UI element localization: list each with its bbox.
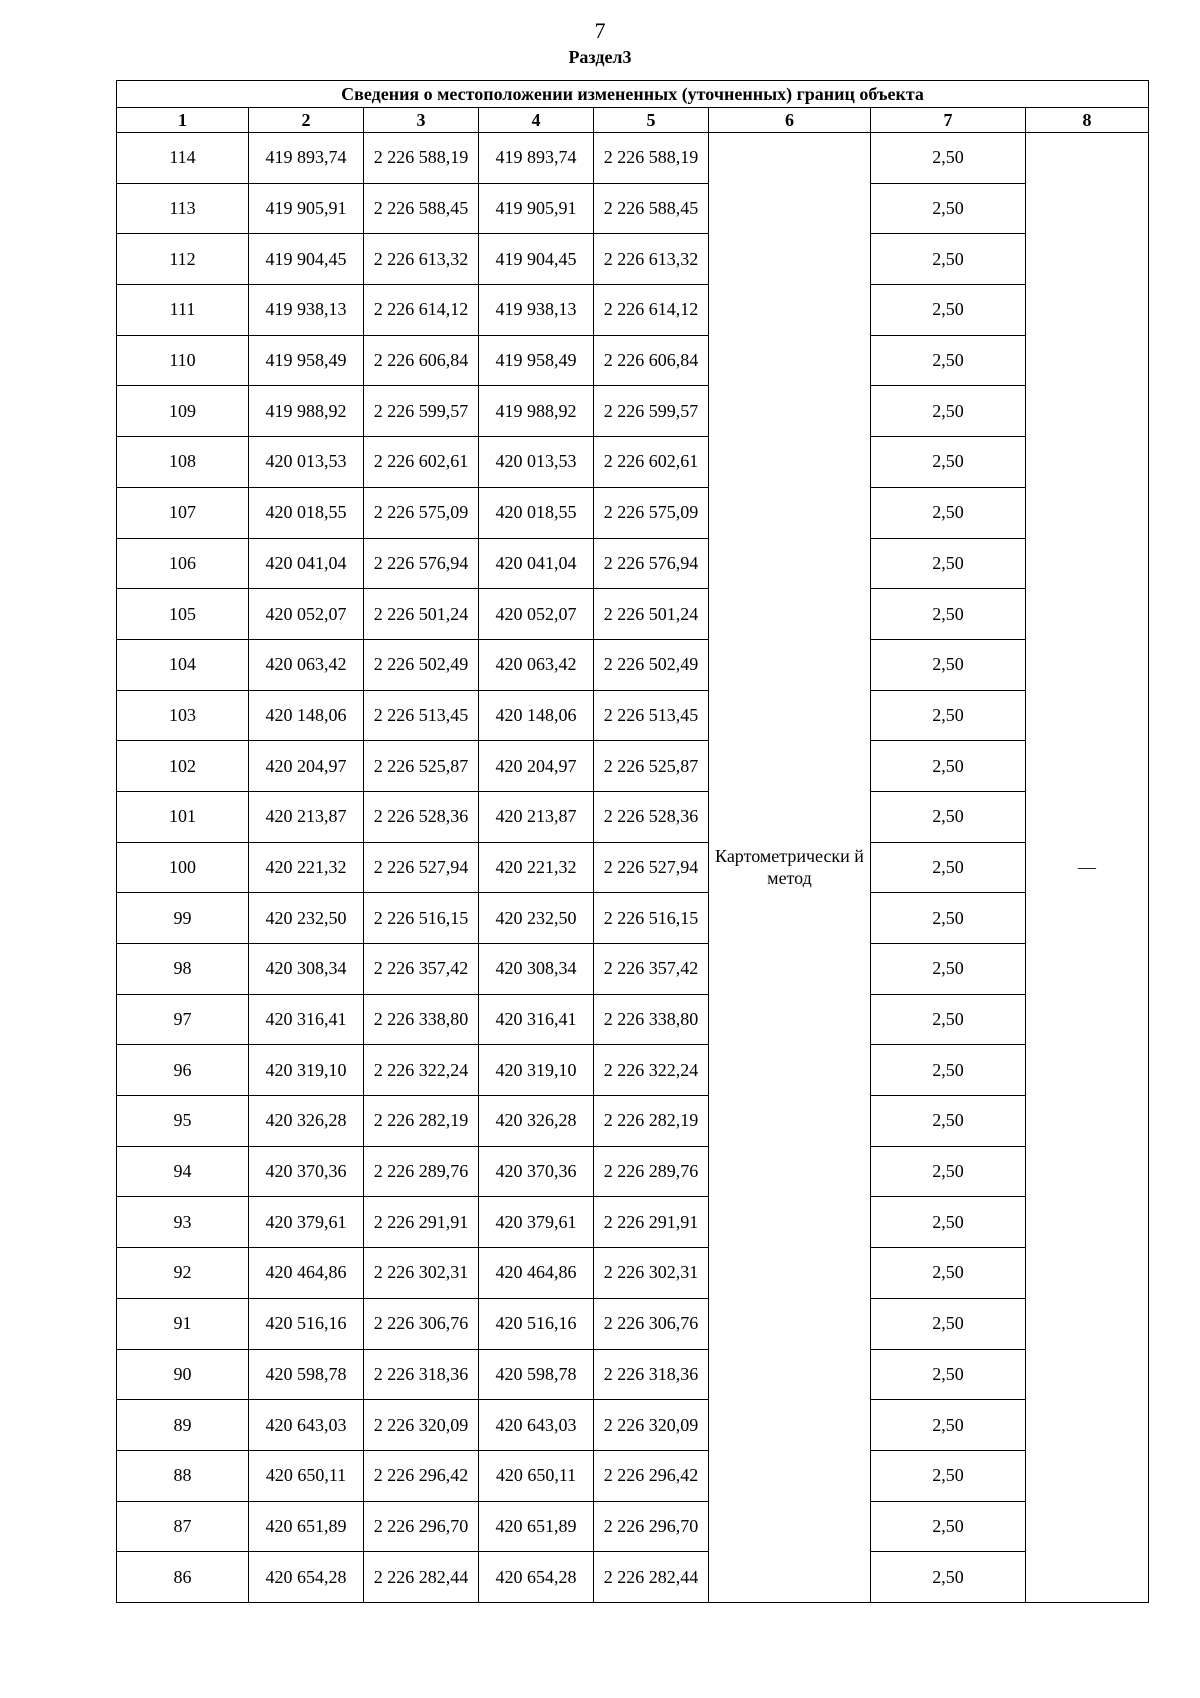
accuracy-cell: 2,50 [871, 487, 1026, 538]
y-existing-cell: 2 226 291,91 [364, 1197, 479, 1248]
accuracy-cell: 2,50 [871, 1248, 1026, 1299]
table-row [117, 234, 1149, 285]
point-number-cell: 89 [117, 1400, 249, 1451]
y-new-cell: 2 226 516,15 [594, 893, 709, 944]
x-existing-cell: 420 148,06 [249, 690, 364, 741]
x-existing-cell: 420 052,07 [249, 589, 364, 640]
y-new-cell: 2 226 318,36 [594, 1349, 709, 1400]
x-existing-cell: 420 516,16 [249, 1298, 364, 1349]
x-new-cell: 419 904,45 [479, 234, 594, 285]
x-existing-cell: 420 308,34 [249, 944, 364, 995]
x-new-cell: 420 041,04 [479, 538, 594, 589]
y-new-cell: 2 226 502,49 [594, 639, 709, 690]
y-new-cell: 2 226 613,32 [594, 234, 709, 285]
y-existing-cell: 2 226 306,76 [364, 1298, 479, 1349]
accuracy-cell: 2,50 [871, 893, 1026, 944]
x-new-cell: 420 651,89 [479, 1501, 594, 1552]
accuracy-cell: 2,50 [871, 1349, 1026, 1400]
x-existing-cell: 419 904,45 [249, 234, 364, 285]
x-new-cell: 420 516,16 [479, 1298, 594, 1349]
x-existing-cell: 420 464,86 [249, 1248, 364, 1299]
y-existing-cell: 2 226 575,09 [364, 487, 479, 538]
point-number-cell: 86 [117, 1552, 249, 1603]
point-number-cell: 87 [117, 1501, 249, 1552]
x-new-cell: 420 018,55 [479, 487, 594, 538]
x-new-cell: 420 013,53 [479, 437, 594, 488]
y-existing-cell: 2 226 502,49 [364, 639, 479, 690]
x-existing-cell: 420 013,53 [249, 437, 364, 488]
y-new-cell: 2 226 599,57 [594, 386, 709, 437]
y-new-cell: 2 226 320,09 [594, 1400, 709, 1451]
y-existing-cell: 2 226 296,70 [364, 1501, 479, 1552]
y-new-cell: 2 226 338,80 [594, 994, 709, 1045]
point-number-cell: 111 [117, 285, 249, 336]
column-number: 3 [364, 108, 479, 133]
column-number: 6 [709, 108, 871, 133]
table-row [117, 842, 1149, 893]
x-new-cell: 420 213,87 [479, 791, 594, 842]
accuracy-cell: 2,50 [871, 690, 1026, 741]
y-existing-cell: 2 226 289,76 [364, 1146, 479, 1197]
y-existing-cell: 2 226 282,44 [364, 1552, 479, 1603]
x-existing-cell: 419 893,74 [249, 133, 364, 184]
y-new-cell: 2 226 602,61 [594, 437, 709, 488]
x-new-cell: 420 308,34 [479, 944, 594, 995]
x-new-cell: 420 316,41 [479, 994, 594, 1045]
y-existing-cell: 2 226 513,45 [364, 690, 479, 741]
column-number: 7 [871, 108, 1026, 133]
x-new-cell: 420 464,86 [479, 1248, 594, 1299]
accuracy-cell: 2,50 [871, 538, 1026, 589]
accuracy-cell: 2,50 [871, 1298, 1026, 1349]
table-row [117, 1146, 1149, 1197]
accuracy-cell: 2,50 [871, 1400, 1026, 1451]
point-number-cell: 100 [117, 842, 249, 893]
table-row [117, 1248, 1149, 1299]
y-new-cell: 2 226 527,94 [594, 842, 709, 893]
table-row [117, 791, 1149, 842]
accuracy-cell: 2,50 [871, 741, 1026, 792]
point-number-cell: 108 [117, 437, 249, 488]
y-existing-cell: 2 226 599,57 [364, 386, 479, 437]
y-new-cell: 2 226 296,70 [594, 1501, 709, 1552]
point-number-cell: 91 [117, 1298, 249, 1349]
accuracy-cell: 2,50 [871, 133, 1026, 184]
table-row [117, 1552, 1149, 1603]
x-existing-cell: 420 654,28 [249, 1552, 364, 1603]
y-existing-cell: 2 226 606,84 [364, 335, 479, 386]
table-caption: Сведения о местоположении измененных (уточненных) границ объекта [117, 81, 1149, 108]
x-new-cell: 420 654,28 [479, 1552, 594, 1603]
y-existing-cell: 2 226 357,42 [364, 944, 479, 995]
x-new-cell: 420 232,50 [479, 893, 594, 944]
table-row [117, 994, 1149, 1045]
y-new-cell: 2 226 282,19 [594, 1096, 709, 1147]
x-new-cell: 419 905,91 [479, 183, 594, 234]
x-new-cell: 420 650,11 [479, 1450, 594, 1501]
y-new-cell: 2 226 525,87 [594, 741, 709, 792]
x-existing-cell: 420 213,87 [249, 791, 364, 842]
y-new-cell: 2 226 513,45 [594, 690, 709, 741]
table-row [117, 335, 1149, 386]
x-new-cell: 420 598,78 [479, 1349, 594, 1400]
y-existing-cell: 2 226 613,32 [364, 234, 479, 285]
table-row [117, 944, 1149, 995]
accuracy-cell: 2,50 [871, 1146, 1026, 1197]
point-number-cell: 97 [117, 994, 249, 1045]
x-existing-cell: 420 379,61 [249, 1197, 364, 1248]
x-new-cell: 420 148,06 [479, 690, 594, 741]
y-new-cell: 2 226 282,44 [594, 1552, 709, 1603]
y-new-cell: 2 226 614,12 [594, 285, 709, 336]
y-new-cell: 2 226 588,45 [594, 183, 709, 234]
accuracy-cell: 2,50 [871, 1552, 1026, 1603]
point-number-cell: 114 [117, 133, 249, 184]
y-new-cell: 2 226 291,91 [594, 1197, 709, 1248]
y-existing-cell: 2 226 528,36 [364, 791, 479, 842]
x-new-cell: 419 988,92 [479, 386, 594, 437]
accuracy-cell: 2,50 [871, 639, 1026, 690]
accuracy-cell: 2,50 [871, 1045, 1026, 1096]
y-existing-cell: 2 226 322,24 [364, 1045, 479, 1096]
point-number-cell: 106 [117, 538, 249, 589]
x-existing-cell: 420 232,50 [249, 893, 364, 944]
x-existing-cell: 419 958,49 [249, 335, 364, 386]
x-existing-cell: 419 905,91 [249, 183, 364, 234]
x-new-cell: 420 643,03 [479, 1400, 594, 1451]
table-row [117, 386, 1149, 437]
accuracy-cell: 2,50 [871, 994, 1026, 1045]
y-existing-cell: 2 226 588,45 [364, 183, 479, 234]
accuracy-cell: 2,50 [871, 437, 1026, 488]
x-new-cell: 420 319,10 [479, 1045, 594, 1096]
y-existing-cell: 2 226 282,19 [364, 1096, 479, 1147]
y-new-cell: 2 226 302,31 [594, 1248, 709, 1299]
accuracy-cell: 2,50 [871, 183, 1026, 234]
y-new-cell: 2 226 296,42 [594, 1450, 709, 1501]
point-number-cell: 107 [117, 487, 249, 538]
x-existing-cell: 420 316,41 [249, 994, 364, 1045]
x-existing-cell: 420 018,55 [249, 487, 364, 538]
y-existing-cell: 2 226 318,36 [364, 1349, 479, 1400]
table-row [117, 183, 1149, 234]
table-row [117, 1349, 1149, 1400]
y-existing-cell: 2 226 576,94 [364, 538, 479, 589]
y-existing-cell: 2 226 527,94 [364, 842, 479, 893]
y-new-cell: 2 226 606,84 [594, 335, 709, 386]
x-existing-cell: 420 204,97 [249, 741, 364, 792]
x-new-cell: 419 958,49 [479, 335, 594, 386]
section-title: Раздел3 [568, 47, 632, 67]
x-new-cell: 419 938,13 [479, 285, 594, 336]
point-number-cell: 92 [117, 1248, 249, 1299]
column-number: 5 [594, 108, 709, 133]
point-number-cell: 104 [117, 639, 249, 690]
accuracy-cell: 2,50 [871, 335, 1026, 386]
table-row [117, 589, 1149, 640]
accuracy-cell: 2,50 [871, 791, 1026, 842]
y-new-cell: 2 226 588,19 [594, 133, 709, 184]
y-new-cell: 2 226 576,94 [594, 538, 709, 589]
x-new-cell: 420 326,28 [479, 1096, 594, 1147]
page-number: 7 [594, 18, 606, 43]
column-number: 8 [1026, 108, 1149, 133]
table-row [117, 741, 1149, 792]
point-number-cell: 88 [117, 1450, 249, 1501]
table-row [117, 1400, 1149, 1451]
y-new-cell: 2 226 322,24 [594, 1045, 709, 1096]
column-number: 4 [479, 108, 594, 133]
point-number-cell: 90 [117, 1349, 249, 1400]
x-existing-cell: 419 938,13 [249, 285, 364, 336]
accuracy-cell: 2,50 [871, 1501, 1026, 1552]
y-new-cell: 2 226 306,76 [594, 1298, 709, 1349]
table-row [117, 1096, 1149, 1147]
y-new-cell: 2 226 357,42 [594, 944, 709, 995]
table-row [117, 1501, 1149, 1552]
point-number-cell: 109 [117, 386, 249, 437]
x-existing-cell: 420 326,28 [249, 1096, 364, 1147]
x-existing-cell: 419 988,92 [249, 386, 364, 437]
x-existing-cell: 420 319,10 [249, 1045, 364, 1096]
x-existing-cell: 420 041,04 [249, 538, 364, 589]
x-existing-cell: 420 598,78 [249, 1349, 364, 1400]
method-cell: Картометрически й метод [709, 133, 871, 1603]
y-new-cell: 2 226 501,24 [594, 589, 709, 640]
accuracy-cell: 2,50 [871, 1450, 1026, 1501]
y-existing-cell: 2 226 602,61 [364, 437, 479, 488]
accuracy-cell: 2,50 [871, 944, 1026, 995]
point-number-cell: 102 [117, 741, 249, 792]
x-existing-cell: 420 063,42 [249, 639, 364, 690]
table-row [117, 133, 1149, 184]
y-existing-cell: 2 226 302,31 [364, 1248, 479, 1299]
accuracy-cell: 2,50 [871, 842, 1026, 893]
point-number-cell: 103 [117, 690, 249, 741]
table-row [117, 1450, 1149, 1501]
x-existing-cell: 420 370,36 [249, 1146, 364, 1197]
table-row [117, 538, 1149, 589]
y-existing-cell: 2 226 588,19 [364, 133, 479, 184]
table-row [117, 285, 1149, 336]
point-number-cell: 105 [117, 589, 249, 640]
x-new-cell: 419 893,74 [479, 133, 594, 184]
point-number-cell: 96 [117, 1045, 249, 1096]
description-cell: — [1026, 133, 1149, 1603]
y-existing-cell: 2 226 525,87 [364, 741, 479, 792]
x-new-cell: 420 204,97 [479, 741, 594, 792]
x-existing-cell: 420 643,03 [249, 1400, 364, 1451]
y-existing-cell: 2 226 320,09 [364, 1400, 479, 1451]
x-new-cell: 420 063,42 [479, 639, 594, 690]
y-existing-cell: 2 226 516,15 [364, 893, 479, 944]
x-new-cell: 420 221,32 [479, 842, 594, 893]
x-existing-cell: 420 221,32 [249, 842, 364, 893]
y-new-cell: 2 226 575,09 [594, 487, 709, 538]
y-existing-cell: 2 226 338,80 [364, 994, 479, 1045]
accuracy-cell: 2,50 [871, 285, 1026, 336]
table-row [117, 893, 1149, 944]
accuracy-cell: 2,50 [871, 234, 1026, 285]
y-existing-cell: 2 226 296,42 [364, 1450, 479, 1501]
x-new-cell: 420 370,36 [479, 1146, 594, 1197]
point-number-cell: 93 [117, 1197, 249, 1248]
point-number-cell: 110 [117, 335, 249, 386]
accuracy-cell: 2,50 [871, 1197, 1026, 1248]
point-number-cell: 112 [117, 234, 249, 285]
table-row [117, 1197, 1149, 1248]
table-row [117, 690, 1149, 741]
accuracy-cell: 2,50 [871, 386, 1026, 437]
table-row [117, 639, 1149, 690]
table-row [117, 487, 1149, 538]
table-body [117, 133, 1149, 1603]
point-number-cell: 98 [117, 944, 249, 995]
y-existing-cell: 2 226 614,12 [364, 285, 479, 336]
y-new-cell: 2 226 289,76 [594, 1146, 709, 1197]
point-number-cell: 95 [117, 1096, 249, 1147]
column-number: 1 [117, 108, 249, 133]
table-row [117, 437, 1149, 488]
x-existing-cell: 420 650,11 [249, 1450, 364, 1501]
x-existing-cell: 420 651,89 [249, 1501, 364, 1552]
point-number-cell: 99 [117, 893, 249, 944]
table-row [117, 1045, 1149, 1096]
point-number-cell: 101 [117, 791, 249, 842]
column-number: 2 [249, 108, 364, 133]
point-number-cell: 113 [117, 183, 249, 234]
point-number-cell: 94 [117, 1146, 249, 1197]
table-row [117, 1298, 1149, 1349]
y-new-cell: 2 226 528,36 [594, 791, 709, 842]
accuracy-cell: 2,50 [871, 589, 1026, 640]
y-existing-cell: 2 226 501,24 [364, 589, 479, 640]
accuracy-cell: 2,50 [871, 1096, 1026, 1147]
x-new-cell: 420 379,61 [479, 1197, 594, 1248]
x-new-cell: 420 052,07 [479, 589, 594, 640]
boundary-coordinates-table [116, 80, 1149, 1603]
